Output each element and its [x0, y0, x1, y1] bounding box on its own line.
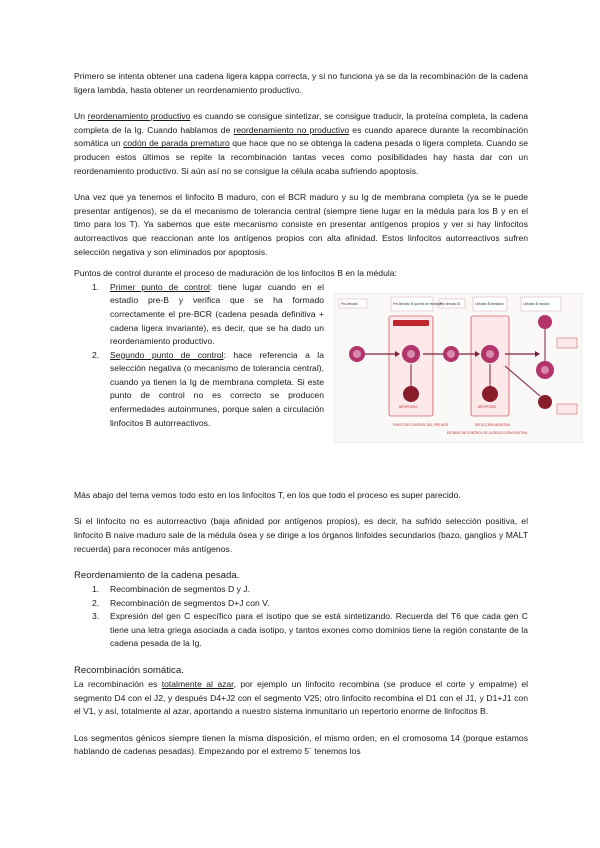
list-item — [74, 349, 324, 431]
paragraph-t-cells-note: Más abajo del tema vemos todo esto en los linfocitos T, en los que todo el proceso es super parecido. — [74, 489, 461, 500]
figure-label: APOPTOSIS — [478, 404, 497, 409]
text: , por ejemplo un linfocito recombina (se produce el corte y empalme) el segmento D4 con el J2, y después D4+J2 con el segmento V25; otro linfocito recombina el D1 con el J1, y D1+J1 con el V1, y así, totalmente al azar, aportando a nuestro sistema inmunitario un repertorio enorme de linfocitos B. — [74, 679, 529, 717]
term-nonproductive: reordenamiento no productivo — [233, 124, 350, 135]
checkpoint-title: Segundo punto de control — [110, 349, 224, 360]
paragraph-somatic-recombination — [74, 678, 528, 719]
list-item — [74, 281, 324, 349]
figure-label: PUNTO DE CONTROL DEL PRE-BCR — [393, 422, 448, 427]
text: es cuando aparece durante la recombinación somática un — [74, 124, 528, 149]
apoptotic-cell — [403, 386, 419, 402]
paragraph-light-chain: Primero se intenta obtener una cadena ligera kappa correcta, y si no funciona ya se da la recombinación de la cadena ligera lambda, hasta obtener un reordenamiento productivo. — [74, 71, 528, 95]
term-stop-codon: codón de parada prematuro — [123, 138, 230, 149]
header-label: Pre-linfocito B — [440, 301, 460, 306]
text: Un — [74, 111, 88, 122]
header-label: Linfocito B maduro — [523, 301, 550, 306]
checkpoint-text: : hace referencia a la selección negativa (o mecanismo de tolerancia central), cuando ya tienen la Ig de membrana completa. Si este punto de control no es correcto se producen enfermedades autoinmunes, porque salen a circulación linfocitos B autorreactivos. — [110, 349, 324, 428]
step-text: Recombinación de segmentos D y J. — [110, 584, 250, 595]
checkpoints-intro: Puntos de control durante el proceso de maduración de los linfocitos B en la médula: — [74, 268, 397, 279]
checkpoints-section — [74, 281, 550, 489]
paragraph-productive-rearrangement — [74, 110, 528, 178]
document-page — [74, 70, 550, 759]
checkpoints-list — [74, 281, 324, 431]
checkpoint-text: : tiene lugar cuando en el estadío pre-B y verifica que se ha formado correctamente el pre-BCR (cadena pesada definitiva + cadena ligera invariante), es decir, que se ha dado un reordenamiento productivo. — [110, 281, 325, 347]
list-number: 2. — [92, 597, 100, 608]
header-label: Pro-linfocito — [341, 301, 358, 306]
paragraph-gene-segments: Los segmentos génicos siempre tienen la misma disposición, el mismo orden, en el cromosoma 14 (porque estamos hablando de cadenas pesadas). Empezando por el extremo 5´ tenemos los — [74, 732, 528, 757]
b-cell-maturation-figure — [334, 293, 582, 443]
list-number: 1. — [92, 281, 100, 292]
list-number: 3. — [92, 611, 100, 622]
header-label: Pre-linfocito B (control de receptor) — [393, 301, 443, 306]
list-item — [74, 597, 528, 611]
list-item — [74, 610, 528, 651]
term-random: totalmente al azar — [161, 679, 234, 690]
list-item — [74, 583, 528, 597]
paragraph-central-tolerance: Una vez que ya tenemos el linfocito B maduro, con el BCR maduro y su Ig de membrana completa (ya se le puede presentar antígenos), se da el mecanismo de tolerancia central (siempre tiene lugar en la médula para los B y en el timo para los T). Ya sabemos que este mecanismo consiste en presentar antígenos propios y ver si hay linfocitos autorreactivos que reaccionan ante los antígenos propios con alta afinidad. Estos linfocitos autorreactivos sufren selección negativa y son eliminados por apoptosis. — [74, 192, 528, 257]
figure-label: SELECCIÓN NEGATIVA — [475, 422, 510, 427]
text: que hace que no se obtenga la cadena pesada o ligera completa. Cuando se producen estos últimos se repite la recombinación tantas veces como posibilidades hay hasta dar con un reordenamiento productivo. Si aún así no se consigue la célula acaba sufriendo apoptosis. — [74, 138, 528, 176]
list-number: 1. — [92, 584, 100, 595]
heavy-chain-steps — [74, 583, 528, 651]
list-number: 2. — [92, 349, 100, 360]
header-label: Linfocito B inmaduro — [475, 301, 505, 306]
figure-svg — [335, 294, 581, 442]
step-text: Expresión del gen C específico para el isotipo que se está sintetizando. Recuerda del T6 que cada gen C tiene una letra griega asociada a cada isotipo, y tantos exones como dominios tiene la región constante de la cadena pesada de la Ig. — [110, 611, 528, 649]
figure-label: APOPTOSIS — [399, 404, 418, 409]
step-text: Recombinación de segmentos D+J con V. — [110, 597, 270, 608]
text: La recombinación es — [74, 679, 162, 690]
figure-label: ESTADIO DE CONTROL DE LA SELECCIÓN POSITIVA — [447, 430, 527, 435]
apoptotic-cell — [538, 395, 552, 409]
somatic-recombination-heading: Recombinación somática. — [74, 665, 184, 677]
text: es cuando se consigue sintetizar, se consigue traducir, la proteína completa, la cadena completa de la Ig. Cuando hablamos de — [74, 111, 529, 135]
apoptotic-cell — [482, 386, 498, 402]
checkpoint-title: Primer punto de control — [110, 281, 210, 292]
heavy-chain-heading: Reordenamiento de la cadena pesada. — [74, 570, 240, 582]
paragraph-positive-selection: Si el linfocito no es autorreactivo (baja afinidad por antígenos propios), es decir, ha sufrido selección positiva, el linfocito B naive maduro sale de la médula ósea y se dirige a los órganos linfoides secundarios (bazo, ganglios y MALT recuerda) para reconocer más antígenos. — [74, 516, 528, 554]
term-productive: reordenamiento productivo — [87, 111, 191, 122]
